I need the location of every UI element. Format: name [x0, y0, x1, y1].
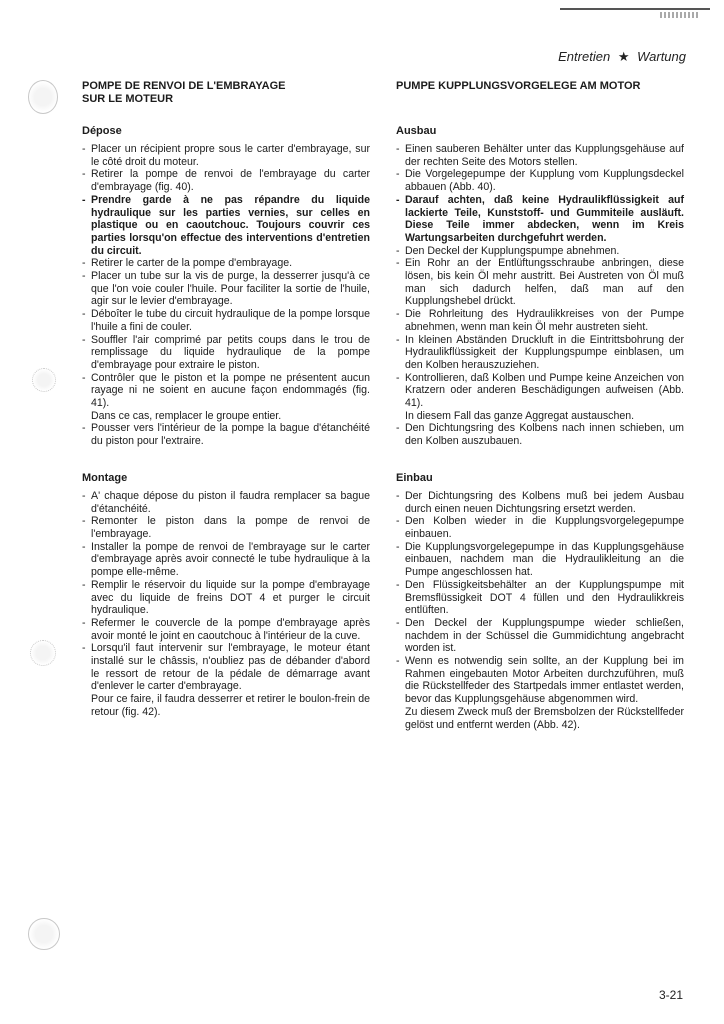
- list-item: - Remonter le piston dans la pompe de renvoi de l'embrayage.: [82, 515, 370, 540]
- list-item: - Den Kolben wieder in die Kupplungsvorgelegepumpe einbauen.: [396, 515, 684, 540]
- list-item: - Den Deckel der Kupplungspumpe abnehmen.: [396, 245, 684, 258]
- section-title-de: [396, 80, 684, 106]
- section-title-line: PUMPE KUPPLUNGSVORGELEGE AM MOTOR: [396, 80, 641, 92]
- french-column: [82, 80, 370, 719]
- running-head-de: Wartung: [637, 49, 686, 64]
- section-title-fr: [82, 80, 370, 106]
- list-item: [396, 655, 684, 731]
- list-item-text: Wenn es notwendig sein sollte, an der Kupplung bei im Rahmen eingebauten Motor Arbeiten durchzuführen, muß die Rückstellfeder des Startpedals immer entlastet werden, bevor das Kupplungsgehäuse abgenommen wird.: [405, 655, 684, 706]
- punch-hole-icon: [28, 918, 60, 950]
- german-column: [396, 80, 684, 731]
- list-item: - Placer un tube sur la vis de purge, la desserrer jusqu'à ce que l'on voie couler l'huile. Pour faciliter la sortie de l'huile, agir sur le levier d'embrayage.: [82, 270, 370, 308]
- list-item: [396, 372, 684, 423]
- list-item: - Retirer la pompe de renvoi de l'embrayage du carter d'embrayage (fig. 40).: [82, 168, 370, 193]
- list-item: - Den Deckel der Kupplungspumpe wieder schließen, nachdem in der Schüssel die Gummidichtung angebracht worden ist.: [396, 617, 684, 655]
- list-item: - Souffler l'air comprimé par petits coups dans le trou de remplissage du liquide hydraulique de la pompe d'embrayage pour extraire le piston.: [82, 334, 370, 372]
- list-item-continuation: Dans ce cas, remplacer le groupe entier.: [91, 409, 282, 422]
- list-item: - Remplir le réservoir du liquide sur la pompe d'embrayage avec du liquide de freins DOT 4 et purger le circuit hydraulique.: [82, 579, 370, 617]
- list-item: - In kleinen Abständen Druckluft in die Eintrittsbohrung der Hydraulikflüssigkeit der Kupplungspumpe einblasen, um den Kolben herauszuziehen.: [396, 334, 684, 372]
- list-item: - Déboîter le tube du circuit hydraulique de la pompe lorsque l'huile a fini de couler.: [82, 308, 370, 333]
- header-rule: [560, 8, 710, 10]
- section-title-line: SUR LE MOTEUR: [82, 93, 174, 105]
- list-item-continuation: In diesem Fall das ganze Aggregat austauschen.: [405, 409, 635, 422]
- punch-hole-icon: [30, 640, 56, 666]
- list-item: - Der Dichtungsring des Kolbens muß bei jedem Ausbau durch einen neuen Dichtungsring ersetzt werden.: [396, 490, 684, 515]
- list-item: - Den Dichtungsring des Kolbens nach innen schieben, um den Kolben auszubauen.: [396, 422, 684, 447]
- list-item-text: Lorsqu'il faut intervenir sur l'embrayage, le moteur étant installé sur le châssis, n'oubliez pas de débander d'abord le ressort de retour de la pédale de démarrage avant d'enlever le carter d'embrayage.: [91, 642, 370, 693]
- list-item: - Die Rohrleitung des Hydraulikkreises von der Pumpe abnehmen, wenn man kein Öl mehr austreten sieht.: [396, 308, 684, 333]
- list-item: - Einen sauberen Behälter unter das Kupplungsgehäuse auf der rechten Seite des Motors stellen.: [396, 143, 684, 168]
- einbau-steps: [396, 490, 684, 731]
- list-item-continuation: Zu diesem Zweck muß der Bremsbolzen der Rückstellfeder gelöst und entfernt werden (Abb. 42).: [405, 705, 684, 731]
- header-scan-marks: [660, 12, 700, 18]
- list-item-text: Contrôler que le piston et la pompe ne présentent aucun rayage ni ne soient en aucune façon endommagés (fig. 41).: [91, 371, 370, 410]
- list-item: - A' chaque dépose du piston il faudra remplacer sa bague d'étanchéité.: [82, 490, 370, 515]
- punch-hole-icon: [32, 368, 56, 392]
- list-item-continuation: Pour ce faire, il faudra desserrer et retirer le boulon-frein de retour (fig. 42).: [91, 693, 370, 718]
- list-item: - Die Vorgelegepumpe der Kupplung vom Kupplungsdeckel abbauen (Abb. 40).: [396, 168, 684, 193]
- star-separator-icon: ★: [617, 49, 630, 64]
- section-title-line: POMPE DE RENVOI DE L'EMBRAYAGE: [82, 80, 286, 92]
- montage-heading: Montage: [82, 471, 128, 484]
- montage-steps: [82, 490, 370, 719]
- list-item: - Retirer le carter de la pompe d'embrayage.: [82, 257, 370, 270]
- depose-steps: [82, 143, 370, 448]
- list-item: [82, 372, 370, 423]
- list-item: - Pousser vers l'intérieur de la pompe la bague d'étanchéité du piston pour l'extraire.: [82, 422, 370, 447]
- list-item: - Placer un récipient propre sous le carter d'embrayage, sur le côté droit du moteur.: [82, 143, 370, 168]
- ausbau-heading: Ausbau: [396, 125, 437, 137]
- list-item: - Die Kupplungsvorgelegepumpe in das Kupplungsgehäuse einbauen, nachdem man die Hydraulikleitung an die Pumpe angeschlossen hat.: [396, 541, 684, 579]
- einbau-heading: Einbau: [396, 471, 433, 484]
- running-head: [558, 49, 686, 65]
- warning-item: - Prendre garde à ne pas répandre du liquide hydraulique sur les parties vernies, sur celles en plastique ou en caoutchouc. Toujours couvrir ces parties lorsqu'on effectue des interventions d'entretien du circuit.: [82, 194, 370, 258]
- ausbau-steps: [396, 143, 684, 448]
- list-item: - Ein Rohr an der Entlüftungsschraube anbringen, diese lösen, bis kein Öl mehr austritt. Bei Austreten von Öl muß man sich dadurch helfen, daß man auf den Kupplungshebel drückt.: [396, 257, 684, 308]
- punch-hole-icon: [28, 80, 58, 114]
- running-head-fr: Entretien: [558, 49, 611, 64]
- page-number: 3-21: [659, 988, 684, 1002]
- list-item: - Refermer le couvercle de la pompe d'embrayage après avoir monté le joint en caoutchouc à l'intérieur de la cuve.: [82, 617, 370, 642]
- warning-item: - Darauf achten, daß keine Hydraulikflüssigkeit auf lackierte Teile, Kunststoff- und Gummiteile ausläuft. Diese Teile immer abdecken, wenn im Kreis Wartungsarbeiten durchgefuhrt werden.: [396, 194, 684, 245]
- list-item: [82, 642, 370, 718]
- depose-heading: Dépose: [82, 125, 122, 137]
- list-item: - Den Flüssigkeitsbehälter an der Kupplungspumpe mit Bremsflüssigkeit DOT 4 füllen und den Hydraulikkreis entlüften.: [396, 579, 684, 617]
- list-item-text: Kontrollieren, daß Kolben und Pumpe keine Anzeichen von Kratzern oder anderen Beschädigungen aufweisen (Abb. 41).: [405, 371, 684, 410]
- list-item: - Installer la pompe de renvoi de l'embrayage sur le carter d'embrayage après avoir connecté le tube hydraulique à la pompe elle-même.: [82, 541, 370, 579]
